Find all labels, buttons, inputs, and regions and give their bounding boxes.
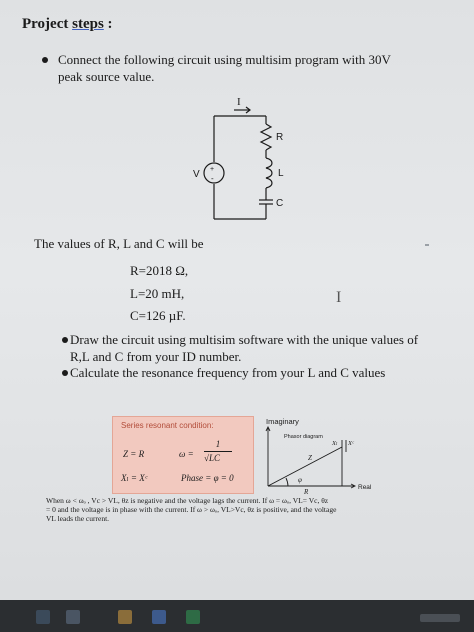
eq-omega-denominator: √LC	[204, 453, 220, 463]
resistor-symbol	[261, 124, 271, 150]
caption-line: VL leads the current.	[46, 514, 110, 523]
scroll-marker	[425, 244, 429, 246]
box-title: Series resonant condition:	[121, 421, 214, 430]
phasor-diagram-label: Phasor diagram	[284, 434, 323, 440]
resistance-value: R=2018 Ω,	[130, 263, 189, 278]
eq-z-equals-r: Z = R	[123, 449, 145, 459]
search-icon[interactable]	[66, 610, 80, 624]
eq-phase-zero: Phase = φ = 0	[181, 473, 234, 483]
page-title	[22, 16, 113, 33]
phasor-z-label: Z	[308, 454, 312, 462]
svg-text:+: +	[210, 166, 215, 173]
bullet-line-2: peak source value.	[58, 69, 155, 84]
resistor-label: R	[276, 132, 284, 143]
text-cursor-icon: I	[336, 289, 342, 306]
imaginary-axis-label: Imaginary	[266, 417, 299, 426]
start-icon[interactable]	[36, 610, 50, 624]
caption-line: = 0 and the voltage is in phase with the current. If ω > ωₒ, VL>Vc, θz is positive, and the voltage	[46, 505, 337, 514]
bullet-line-1: Connect the following circuit using multisim program with 30V	[58, 52, 391, 67]
fraction-bar	[204, 451, 232, 452]
resonance-caption	[46, 496, 386, 523]
caption-line: When ω < ωₒ , Vc > VL, θz is negative and the voltage lags the current. If ω = ωₒ, VL= Vc, θz	[46, 496, 329, 505]
capacitance-value: C=126 µF.	[130, 308, 186, 323]
bullet-item-calculate: Calculate the resonance frequency from your L and C values	[70, 365, 386, 380]
rlc-circuit-diagram	[188, 92, 298, 228]
bullet-dot	[62, 337, 68, 343]
series-resonance-box	[112, 416, 254, 494]
phasor-r-label: R	[304, 488, 309, 496]
app-icon[interactable]	[186, 610, 200, 624]
bullet-line-1: Draw the circuit using multisim software with the unique values of	[70, 332, 419, 347]
bullet-item-draw	[70, 331, 470, 365]
taskbar	[0, 600, 474, 632]
folder-icon[interactable]	[118, 610, 132, 624]
real-axis-label: Real	[358, 484, 372, 491]
eq-omega-numerator: 1	[215, 439, 221, 449]
title-underlined-word: steps	[72, 16, 104, 32]
source-label: V	[193, 169, 200, 180]
eq-xl-equals-xc: Xₗ = Xᶜ	[121, 473, 148, 483]
bullet-dot	[62, 370, 68, 376]
bullet-dot	[42, 57, 48, 63]
system-tray-icon[interactable]	[420, 614, 460, 622]
impedance-phasor	[268, 447, 342, 486]
title-prefix: Project	[22, 16, 73, 32]
inductance-value: L=20 mH,	[130, 286, 185, 301]
current-label: I	[237, 96, 241, 108]
eq-omega-lhs: ω =	[179, 449, 194, 459]
phasor-diagram	[258, 412, 386, 496]
values-intro: The values of R, L and C will be	[34, 236, 204, 251]
bullet-item-connect	[58, 51, 458, 85]
title-suffix: :	[103, 16, 113, 32]
phasor-phi-label: φ	[298, 476, 302, 484]
phasor-xl-label: Xₗ	[332, 440, 338, 447]
browser-icon[interactable]	[152, 610, 166, 624]
inductor-symbol	[266, 158, 272, 188]
resonance-figure	[46, 412, 432, 532]
phasor-xc-label: Xᶜ	[348, 440, 354, 447]
inductor-label: L	[278, 168, 284, 179]
svg-text:-: -	[211, 174, 214, 183]
capacitor-label: C	[276, 198, 284, 209]
bullet-line-2: R,L and C from your ID number.	[70, 349, 242, 364]
